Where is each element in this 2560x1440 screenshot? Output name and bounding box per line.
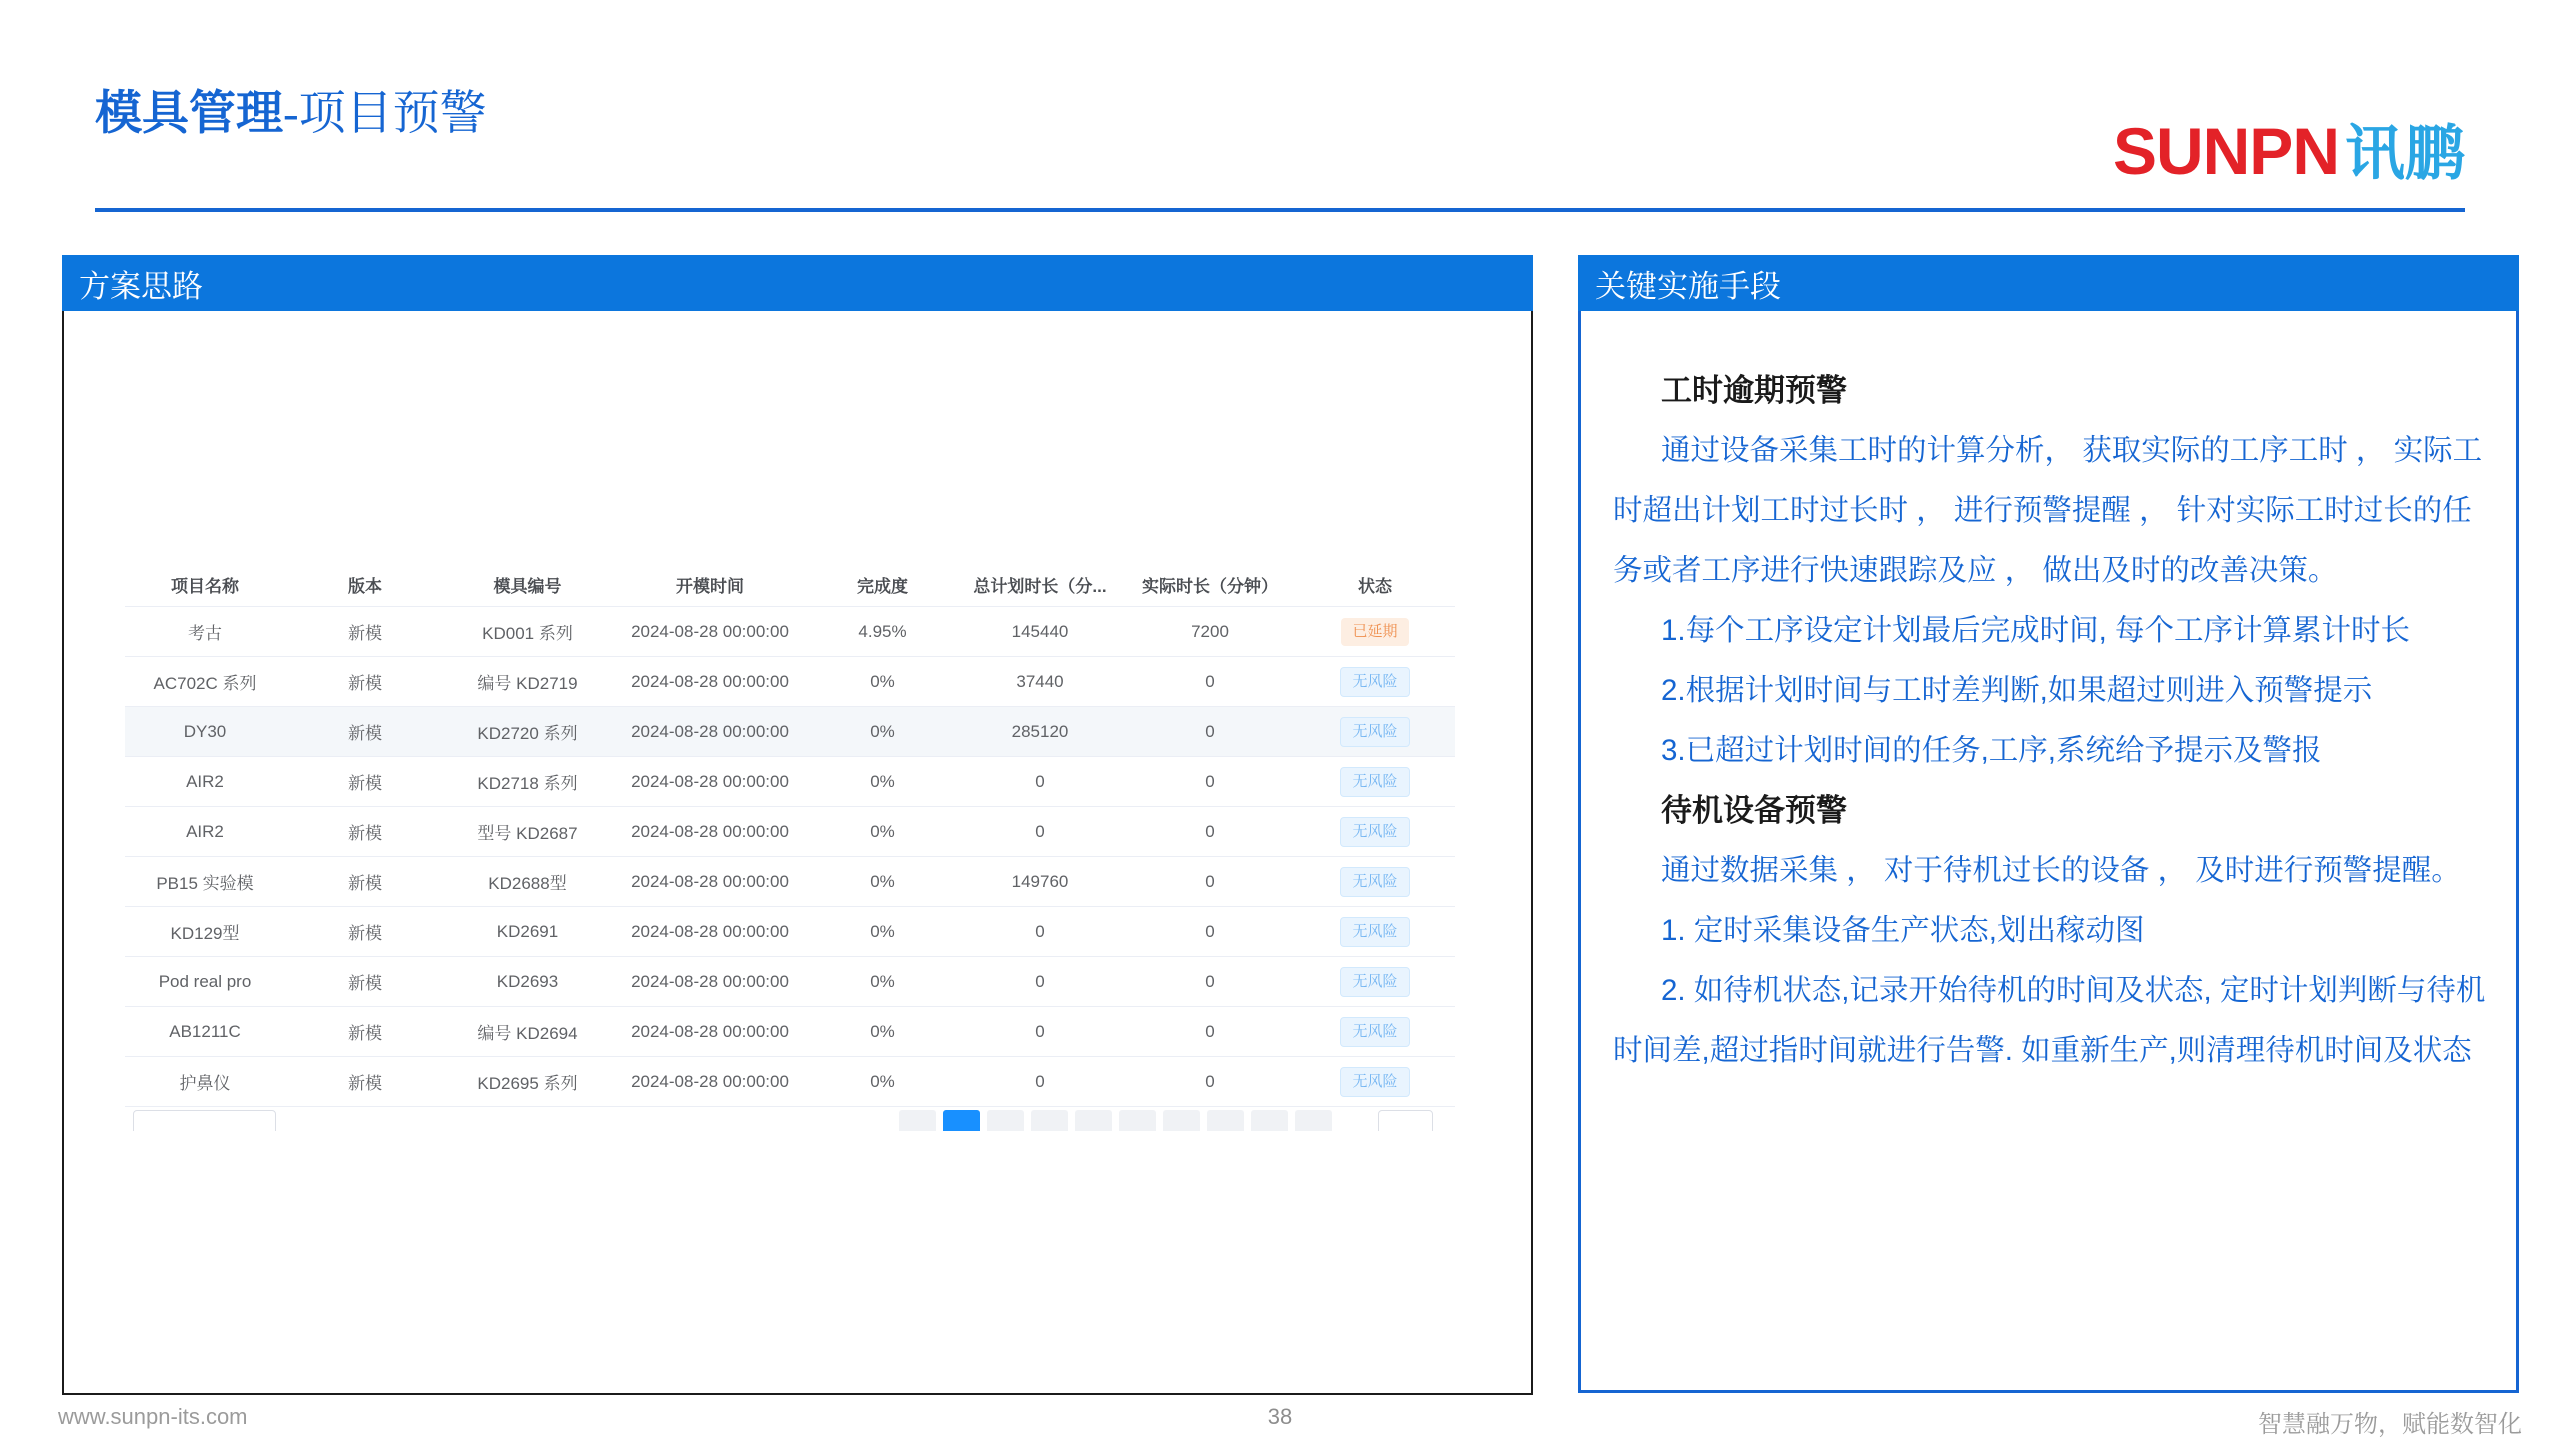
pagination-page-button[interactable] <box>1251 1110 1288 1131</box>
section-item: 1. 定时采集设备生产状态,划出稼动图 <box>1661 914 2145 947</box>
cell-mold-number: KD001 系列 <box>445 607 610 657</box>
cell-actual-duration: 0 <box>1125 857 1295 907</box>
cell-actual-duration: 0 <box>1125 1057 1295 1107</box>
col-open-time: 开模时间 <box>610 562 810 607</box>
section-item: 2. 如待机状态,记录开始待机的时间及状态, 定时计划判断与待机时间差,超过指时间就进行告警. 如重新生产,则清理待机时间及状态 <box>1613 974 2486 1067</box>
col-project-name: 项目名称 <box>125 562 285 607</box>
table-row-highlighted <box>125 707 1455 757</box>
cell-planned-duration: 37440 <box>955 657 1125 707</box>
pagination-page-button[interactable] <box>1295 1110 1332 1131</box>
cell-open-time: 2024-08-28 00:00:00 <box>610 607 810 657</box>
pagination-page-button[interactable] <box>1119 1110 1156 1131</box>
cell-completion: 0% <box>810 1057 955 1107</box>
cell-version: 新模 <box>285 1007 445 1057</box>
table-row <box>125 907 1455 957</box>
cell-mold-number: KD2720 系列 <box>445 707 610 757</box>
cell-project-name: AIR2 <box>125 807 285 857</box>
solution-table <box>125 562 1455 1107</box>
cell-version: 新模 <box>285 607 445 657</box>
col-planned-duration: 总计划时长（分... <box>955 562 1125 607</box>
cell-status <box>1295 657 1455 707</box>
col-mold-number: 模具编号 <box>445 562 610 607</box>
right-panel-body <box>1578 311 2519 1393</box>
cell-status <box>1295 1057 1455 1107</box>
cell-completion: 0% <box>810 1007 955 1057</box>
cell-completion: 0% <box>810 857 955 907</box>
cell-status <box>1295 907 1455 957</box>
table-row <box>125 807 1455 857</box>
cell-actual-duration: 0 <box>1125 807 1295 857</box>
section-heading-standby-warning: 待机设备预警 <box>1661 793 1847 828</box>
cell-project-name: PB15 实验模 <box>125 857 285 907</box>
cell-mold-number: KD2688型 <box>445 857 610 907</box>
pagination <box>125 1110 1455 1131</box>
page-title <box>95 76 487 143</box>
status-badge-no-risk: 无风险 <box>1340 817 1409 847</box>
left-panel-title: 方案思路 <box>79 268 203 304</box>
cell-version: 新模 <box>285 807 445 857</box>
cell-planned-duration: 0 <box>955 1007 1125 1057</box>
project-warning-table-screenshot <box>125 562 1459 1131</box>
section-item: 3.已超过计划时间的任务,工序,系统给予提示及警报 <box>1661 734 2322 767</box>
pagination-page-button[interactable] <box>1163 1110 1200 1131</box>
table-header-row <box>125 562 1455 607</box>
cell-mold-number: 编号 KD2719 <box>445 657 610 707</box>
cell-version: 新模 <box>285 857 445 907</box>
key-implementation-text <box>1581 311 2516 1081</box>
cell-planned-duration: 0 <box>955 757 1125 807</box>
cell-mold-number: KD2693 <box>445 957 610 1007</box>
right-panel-header <box>1578 255 2519 311</box>
cell-version: 新模 <box>285 1057 445 1107</box>
status-badge-no-risk: 无风险 <box>1340 667 1409 697</box>
col-completion: 完成度 <box>810 562 955 607</box>
status-badge-no-risk: 无风险 <box>1340 717 1409 747</box>
cell-planned-duration: 0 <box>955 1057 1125 1107</box>
cell-completion: 0% <box>810 807 955 857</box>
section-item: 2.根据计划时间与工时差判断,如果超过则进入预警提示 <box>1661 674 2373 707</box>
cell-project-name: 护鼻仪 <box>125 1057 285 1107</box>
col-version: 版本 <box>285 562 445 607</box>
cell-actual-duration: 7200 <box>1125 607 1295 657</box>
cell-status <box>1295 807 1455 857</box>
cell-planned-duration: 0 <box>955 957 1125 1007</box>
page-jump-input[interactable] <box>1378 1110 1433 1131</box>
cell-actual-duration: 0 <box>1125 657 1295 707</box>
section-heading-overtime-warning: 工时逾期预警 <box>1661 373 1847 408</box>
cell-completion: 0% <box>810 757 955 807</box>
status-badge-no-risk: 无风险 <box>1340 1067 1409 1097</box>
logo-sunpn-text: SUNPN <box>2112 114 2339 188</box>
pagination-page-button[interactable] <box>1031 1110 1068 1131</box>
page-title-main: 模具管理 <box>95 86 283 139</box>
pagination-page-button[interactable] <box>987 1110 1024 1131</box>
cell-open-time: 2024-08-28 00:00:00 <box>610 657 810 707</box>
cell-version: 新模 <box>285 957 445 1007</box>
company-logo <box>2112 114 2465 188</box>
cell-planned-duration: 285120 <box>955 707 1125 757</box>
left-panel-header <box>62 255 1533 311</box>
right-panel-title: 关键实施手段 <box>1595 268 1781 304</box>
table-row <box>125 957 1455 1007</box>
section-paragraph: 通过设备采集工时的计算分析， 获取实际的工序工时 ， 实际工时超出计划工时过长时 ， 进行预警提醒 ， 针对实际工时过长的任务或者工序进行快速跟踪及应 ， 做出及时的改善决策。 <box>1613 434 2483 587</box>
table-row <box>125 1057 1455 1107</box>
page-size-select[interactable] <box>133 1110 276 1131</box>
right-panel <box>1578 255 2519 1395</box>
cell-version: 新模 <box>285 707 445 757</box>
cell-completion: 0% <box>810 657 955 707</box>
left-panel <box>62 255 1533 1395</box>
cell-planned-duration: 145440 <box>955 607 1125 657</box>
cell-open-time: 2024-08-28 00:00:00 <box>610 1007 810 1057</box>
table-row <box>125 857 1455 907</box>
cell-project-name: AB1211C <box>125 1007 285 1057</box>
cell-completion: 0% <box>810 707 955 757</box>
cell-mold-number: 编号 KD2694 <box>445 1007 610 1057</box>
table-row <box>125 657 1455 707</box>
cell-project-name: KD129型 <box>125 907 285 957</box>
cell-project-name: DY30 <box>125 707 285 757</box>
cell-open-time: 2024-08-28 00:00:00 <box>610 707 810 757</box>
cell-version: 新模 <box>285 907 445 957</box>
status-badge-no-risk: 无风险 <box>1340 867 1409 897</box>
status-badge-no-risk: 无风险 <box>1340 967 1409 997</box>
table-row <box>125 757 1455 807</box>
footer-website: www.sunpn-its.com <box>58 1404 248 1429</box>
col-status: 状态 <box>1295 562 1455 607</box>
cell-version: 新模 <box>285 657 445 707</box>
cell-actual-duration: 0 <box>1125 1007 1295 1057</box>
cell-status <box>1295 707 1455 757</box>
pagination-page-button-active[interactable] <box>943 1110 980 1131</box>
col-actual-duration: 实际时长（分钟） <box>1125 562 1295 607</box>
left-panel-body <box>62 311 1533 1395</box>
pagination-page-button[interactable] <box>1075 1110 1112 1131</box>
status-badge-no-risk: 无风险 <box>1340 1017 1409 1047</box>
table-row <box>125 607 1455 657</box>
cell-open-time: 2024-08-28 00:00:00 <box>610 907 810 957</box>
logo-xunpeng-text: 讯鹏 <box>2345 120 2465 187</box>
pagination-clip <box>125 1110 1459 1131</box>
cell-status <box>1295 957 1455 1007</box>
cell-planned-duration: 0 <box>955 807 1125 857</box>
cell-status <box>1295 607 1455 657</box>
page-title-sub: -项目预警 <box>283 88 487 140</box>
cell-actual-duration: 0 <box>1125 907 1295 957</box>
cell-open-time: 2024-08-28 00:00:00 <box>610 757 810 807</box>
cell-version: 新模 <box>285 757 445 807</box>
footer-page-number: 38 <box>1267 1404 1293 1429</box>
cell-open-time: 2024-08-28 00:00:00 <box>610 857 810 907</box>
cell-mold-number: KD2691 <box>445 907 610 957</box>
cell-mold-number: KD2718 系列 <box>445 757 610 807</box>
section-item: 1.每个工序设定计划最后完成时间, 每个工序计算累计时长 <box>1661 614 2410 647</box>
table-row <box>125 1007 1455 1057</box>
footer-slogan: 智慧融万物，赋能数智化 <box>2258 1411 2522 1438</box>
cell-actual-duration: 0 <box>1125 707 1295 757</box>
cell-project-name: 考古 <box>125 607 285 657</box>
cell-project-name: AIR2 <box>125 757 285 807</box>
status-badge-no-risk: 无风险 <box>1340 767 1409 797</box>
title-underline <box>95 208 2465 212</box>
pagination-page-button[interactable] <box>899 1110 936 1131</box>
cell-completion: 4.95% <box>810 607 955 657</box>
cell-status <box>1295 757 1455 807</box>
cell-completion: 0% <box>810 907 955 957</box>
cell-actual-duration: 0 <box>1125 757 1295 807</box>
status-badge-delayed: 已延期 <box>1341 618 1408 646</box>
cell-planned-duration: 0 <box>955 907 1125 957</box>
section-paragraph: 通过数据采集 ， 对于待机过长的设备 ， 及时进行预警提醒。 <box>1661 854 2461 887</box>
cell-open-time: 2024-08-28 00:00:00 <box>610 807 810 857</box>
cell-project-name: AC702C 系列 <box>125 657 285 707</box>
cell-open-time: 2024-08-28 00:00:00 <box>610 957 810 1007</box>
cell-actual-duration: 0 <box>1125 957 1295 1007</box>
pagination-page-button[interactable] <box>1207 1110 1244 1131</box>
cell-mold-number: 型号 KD2687 <box>445 807 610 857</box>
cell-status <box>1295 1007 1455 1057</box>
cell-completion: 0% <box>810 957 955 1007</box>
cell-project-name: Pod real pro <box>125 957 285 1007</box>
status-badge-no-risk: 无风险 <box>1340 917 1409 947</box>
cell-status <box>1295 857 1455 907</box>
cell-mold-number: KD2695 系列 <box>445 1057 610 1107</box>
pagination-pages <box>899 1110 1332 1131</box>
cell-open-time: 2024-08-28 00:00:00 <box>610 1057 810 1107</box>
cell-planned-duration: 149760 <box>955 857 1125 907</box>
